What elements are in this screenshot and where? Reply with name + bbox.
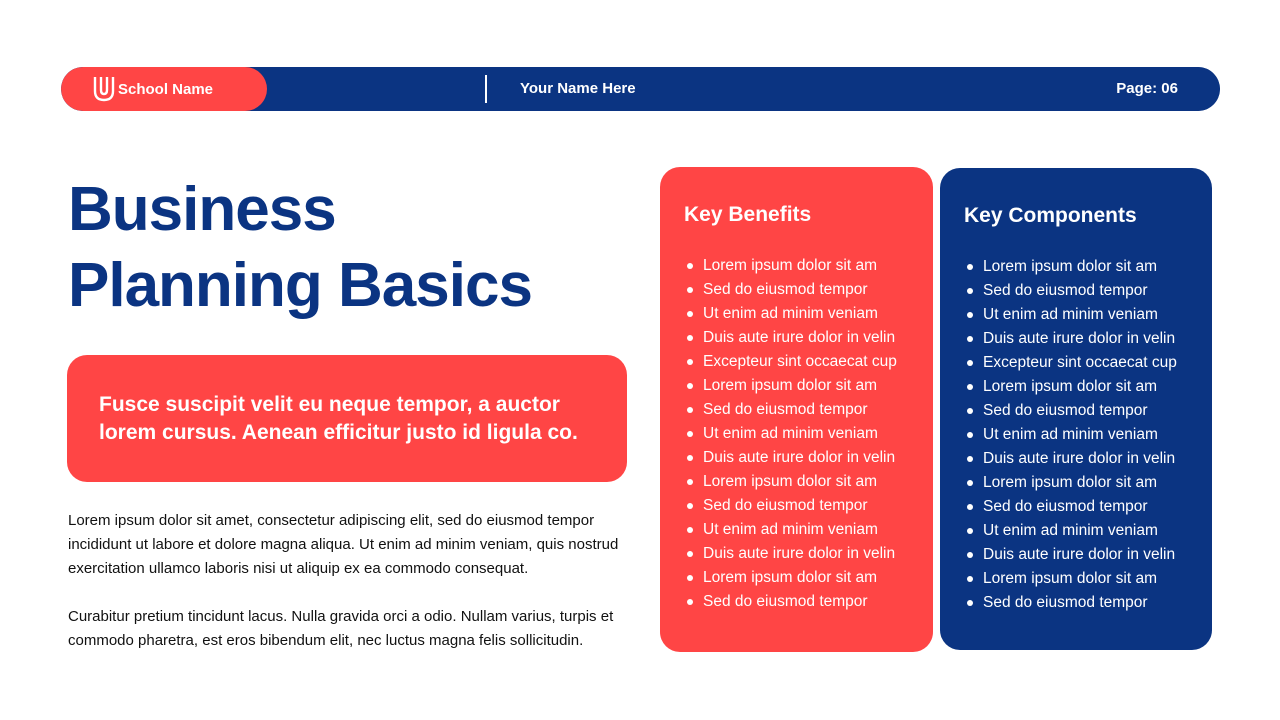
bullet-dot-icon [687,551,693,557]
list-item-text: Lorem ipsum dolor sit am [703,473,878,490]
bullet-dot-icon [687,383,693,389]
list-item [684,374,897,398]
list-item [684,518,897,542]
header-bar [61,67,1220,111]
author-name: Your Name Here [520,80,636,97]
list-item-text: Sed do eiusmod tempor [983,282,1148,299]
bullet-dot-icon [967,384,973,390]
bullet-dot-icon [687,455,693,461]
bullet-dot-icon [967,600,973,606]
body-paragraph-1: Lorem ipsum dolor sit amet, consectetur adipiscing elit, sed do eiusmod tempor incididunt ut labore et dolore magna aliqua. Ut enim ad minim veniam, quis nostrud exercitation ullamco laboris nisi ut aliquip ex ea commodo consequat. [68,512,619,577]
header-divider [485,75,487,103]
list-item-text: Duis aute irure dolor in velin [983,450,1176,467]
key-components-card [940,168,1212,650]
list-item-text: Lorem ipsum dolor sit am [703,257,878,274]
callout-box [67,355,627,482]
list-item [684,422,897,446]
list-item-text: Sed do eiusmod tempor [983,402,1148,419]
bullet-dot-icon [687,479,693,485]
list-item-text: Duis aute irure dolor in velin [703,545,896,562]
bullet-dot-icon [687,287,693,293]
list-item-text: Sed do eiusmod tempor [703,401,868,418]
list-item-text: Lorem ipsum dolor sit am [983,378,1158,395]
list-item [684,446,897,470]
list-item [964,471,1177,495]
list-item [964,423,1177,447]
list-item [964,519,1177,543]
list-item-text: Lorem ipsum dolor sit am [983,258,1158,275]
title-line-2: Planning Basics [68,251,532,320]
list-item-text: Duis aute irure dolor in velin [983,546,1176,563]
list-item [964,447,1177,471]
bullet-dot-icon [687,407,693,413]
list-item [684,566,897,590]
list-item-text: Excepteur sint occaecat cup [983,354,1177,371]
list-item-text: Lorem ipsum dolor sit am [983,570,1158,587]
list-item-text: Ut enim ad minim veniam [983,306,1158,323]
course-name: Business and Accounting [271,13,455,30]
bullet-dot-icon [687,599,693,605]
list-item-text: Excepteur sint occaecat cup [703,353,897,370]
list-item [684,398,897,422]
key-components-title: Key Components [964,204,1137,227]
bullet-dot-icon [687,359,693,365]
bullet-dot-icon [967,408,973,414]
title-line-1: Business [68,175,336,244]
list-item [964,303,1177,327]
list-item-text: Lorem ipsum dolor sit am [983,474,1158,491]
bullet-dot-icon [967,288,973,294]
bullet-dot-icon [967,264,973,270]
bullet-dot-icon [687,503,693,509]
list-item [684,542,897,566]
school-name: School Name [118,80,214,98]
list-item [964,567,1177,591]
list-item-text: Ut enim ad minim veniam [983,426,1158,443]
bullet-dot-icon [687,335,693,341]
list-item-text: Ut enim ad minim veniam [703,521,878,538]
list-item [964,543,1177,567]
list-item [684,302,897,326]
school-logo-icon [93,76,115,102]
bullet-dot-icon [967,312,973,318]
list-item [684,278,897,302]
list-item [964,351,1177,375]
bullet-dot-icon [687,311,693,317]
list-item [964,255,1177,279]
list-item [964,279,1177,303]
key-benefits-card [660,167,933,652]
key-components-list [964,255,1177,615]
list-item [684,590,897,614]
list-item [684,350,897,374]
bullet-dot-icon [687,263,693,269]
bullet-dot-icon [967,336,973,342]
list-item [964,375,1177,399]
key-benefits-list [684,254,897,614]
list-item [964,327,1177,351]
list-item [684,494,897,518]
bullet-dot-icon [687,575,693,581]
bullet-dot-icon [687,431,693,437]
list-item-text: Lorem ipsum dolor sit am [703,377,878,394]
key-benefits-title: Key Benefits [684,203,812,226]
list-item-text: Sed do eiusmod tempor [983,498,1148,515]
list-item-text: Duis aute irure dolor in velin [703,329,896,346]
bullet-dot-icon [967,576,973,582]
bullet-dot-icon [687,527,693,533]
list-item [964,399,1177,423]
list-item-text: Sed do eiusmod tempor [703,593,868,610]
school-badge [61,67,267,111]
bullet-dot-icon [967,480,973,486]
list-item [684,326,897,350]
bullet-dot-icon [967,432,973,438]
page-title [68,172,628,324]
list-item [964,591,1177,615]
header-nav-pill [244,67,1220,111]
list-item-text: Duis aute irure dolor in velin [983,330,1176,347]
body-paragraph-2: Curabitur pretium tincidunt lacus. Nulla gravida orci a odio. Nullam varius, turpis et commodo pharetra, est eros bibendum elit, nec luctus magna felis sollicitudin. [68,608,614,649]
list-item-text: Lorem ipsum dolor sit am [703,569,878,586]
list-item-text: Duis aute irure dolor in velin [703,449,896,466]
list-item-text: Sed do eiusmod tempor [703,497,868,514]
list-item [684,254,897,278]
list-item-text: Sed do eiusmod tempor [983,594,1148,611]
page-number: Page: 06 [1116,80,1178,97]
list-item-text: Ut enim ad minim veniam [983,522,1158,539]
bullet-dot-icon [967,456,973,462]
list-item [964,495,1177,519]
bullet-dot-icon [967,360,973,366]
callout-text: Fusce suscipit velit eu neque tempor, a auctor lorem cursus. Aenean efficitur justo id ligula co. [99,393,578,444]
list-item-text: Ut enim ad minim veniam [703,305,878,322]
bullet-dot-icon [967,552,973,558]
list-item-text: Sed do eiusmod tempor [703,281,868,298]
list-item-text: Ut enim ad minim veniam [703,425,878,442]
bullet-dot-icon [967,528,973,534]
list-item [684,470,897,494]
bullet-dot-icon [967,504,973,510]
